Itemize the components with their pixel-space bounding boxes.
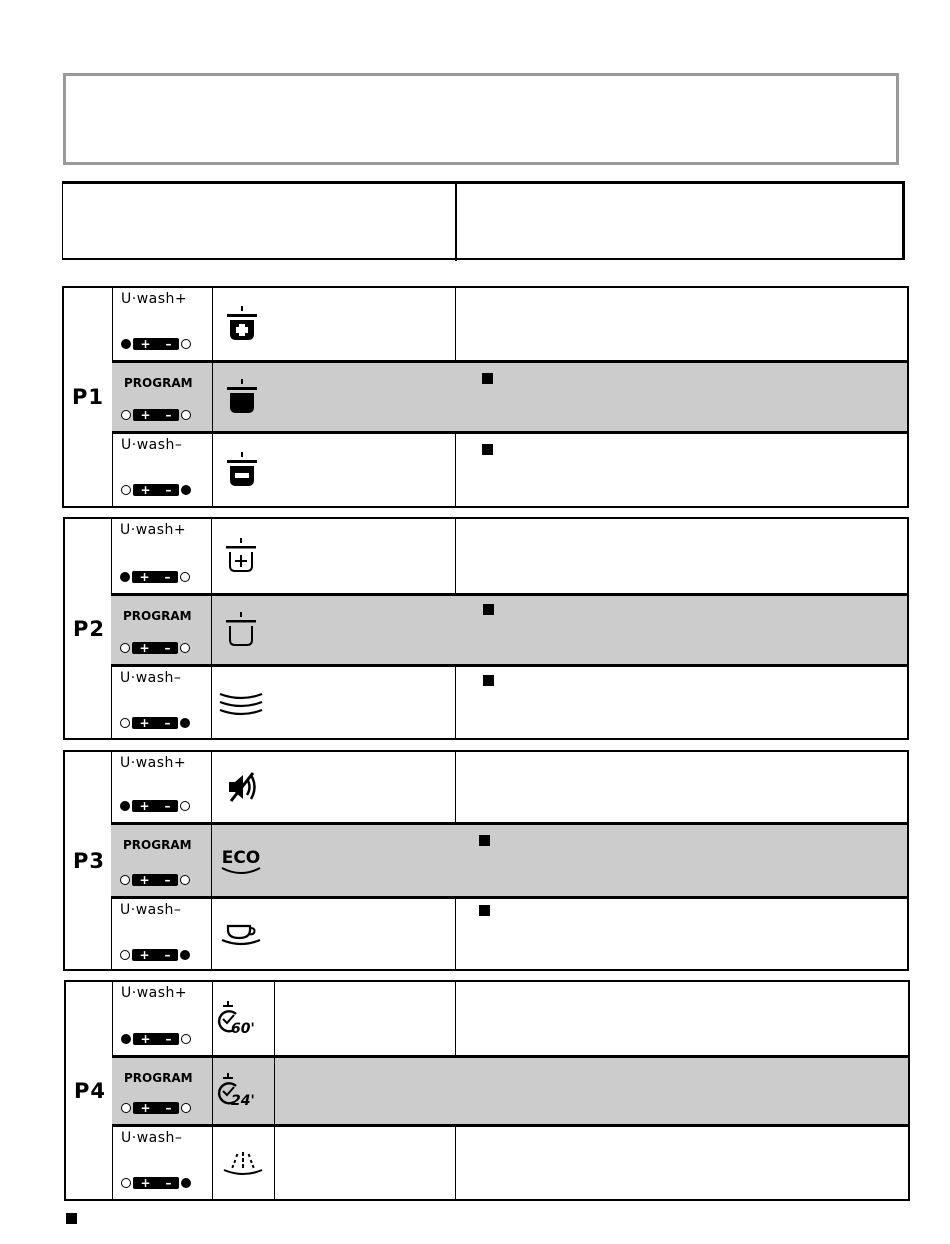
button-label: PROGRAM: [123, 838, 192, 852]
button-label: U·wash–: [121, 1130, 183, 1146]
group-p3: [63, 750, 909, 971]
note-marker: [482, 373, 493, 384]
button-label: U·wash+: [120, 755, 187, 771]
led-indicator: + –: [120, 800, 190, 812]
note-marker: [479, 905, 490, 916]
table-row: [111, 519, 907, 593]
group-label: P2: [72, 616, 105, 641]
pot-minus-solid-icon: [213, 434, 271, 506]
led-indicator: + –: [121, 1033, 191, 1045]
rinse-spray-icon: [213, 1127, 273, 1199]
program-button: [111, 825, 211, 896]
table-row: [112, 360, 907, 434]
footnote-marker: [66, 1213, 77, 1224]
pot-outline-icon: [212, 596, 270, 664]
timer-24-icon: [213, 1058, 273, 1124]
note-marker: [483, 675, 494, 686]
table-row: [112, 1127, 908, 1199]
note-marker: [479, 835, 490, 846]
program-button: [112, 363, 212, 431]
wave-lines-icon: [212, 667, 270, 739]
title-box: [63, 73, 899, 165]
led-indicator: + –: [120, 717, 190, 729]
led-indicator: + –: [120, 571, 190, 583]
timer-60-icon: [213, 982, 273, 1055]
table-row: [111, 752, 907, 822]
pot-plus-solid-icon: [213, 288, 271, 360]
led-indicator: + –: [121, 1177, 191, 1189]
led-indicator: + –: [121, 409, 191, 421]
button-label: U·wash–: [121, 437, 183, 453]
uwash-plus-button: [112, 288, 212, 360]
table-header: [62, 181, 905, 260]
group-p2: [63, 517, 909, 740]
group-label: P4: [73, 1078, 106, 1103]
svg-text:ECO: ECO: [221, 847, 261, 868]
silent-speaker-icon: [212, 752, 270, 822]
button-label: U·wash–: [120, 670, 182, 686]
uwash-plus-button: [112, 982, 212, 1055]
table-row: [112, 982, 908, 1055]
led-indicator: + –: [120, 949, 190, 961]
button-label: PROGRAM: [124, 376, 193, 390]
table-row: [111, 822, 907, 899]
program-button: [112, 1058, 212, 1124]
svg-text:24': 24': [231, 1093, 255, 1109]
note-marker: [482, 444, 493, 455]
button-label: U·wash+: [121, 985, 188, 1001]
svg-text:60': 60': [231, 1020, 255, 1037]
uwash-minus-button: [112, 434, 212, 506]
group-p4: [64, 980, 910, 1201]
button-label: U·wash–: [120, 902, 182, 918]
led-indicator: + –: [121, 1102, 191, 1114]
uwash-minus-button: [111, 667, 211, 739]
button-label: U·wash+: [121, 291, 188, 307]
led-indicator: + –: [121, 338, 191, 350]
cup-icon: [212, 899, 270, 971]
button-label: PROGRAM: [123, 609, 192, 623]
button-label: PROGRAM: [124, 1071, 193, 1085]
uwash-minus-button: [112, 1127, 212, 1199]
led-indicator: + –: [120, 874, 190, 886]
uwash-plus-button: [111, 752, 211, 822]
group-p1: [62, 286, 909, 508]
table-row: [112, 434, 907, 506]
pot-plus-outline-icon: [212, 519, 270, 593]
led-indicator: + –: [121, 484, 191, 496]
eco-icon: [212, 825, 270, 896]
led-indicator: + –: [120, 642, 190, 654]
table-row: [112, 288, 907, 360]
table-row: [111, 899, 907, 971]
button-label: U·wash+: [120, 522, 187, 538]
group-label: P3: [72, 848, 105, 873]
group-label: P1: [71, 385, 104, 409]
uwash-minus-button: [111, 899, 211, 971]
table-row: [111, 667, 907, 739]
table-row: [112, 1055, 908, 1127]
table-row: [111, 593, 907, 667]
note-marker: [483, 604, 494, 615]
program-button: [111, 596, 211, 664]
uwash-plus-button: [111, 519, 211, 593]
pot-solid-icon: [213, 363, 271, 431]
